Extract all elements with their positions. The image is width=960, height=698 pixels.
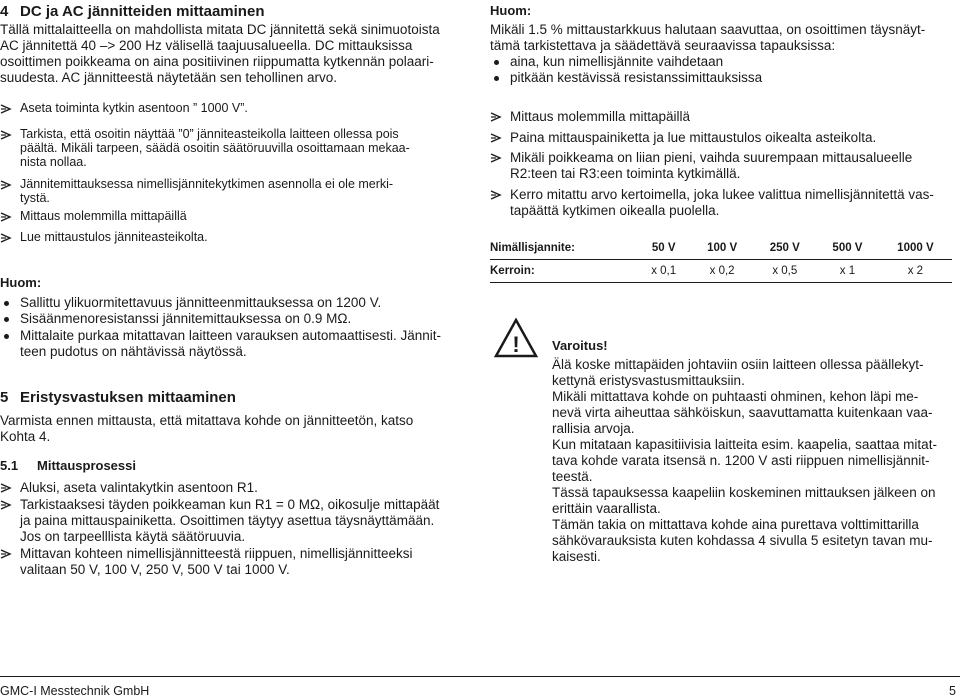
section-5-1-heading: 5.1 Mittausprosessi [0,458,136,473]
step-item [0,497,439,545]
factor-cell: x 2 [879,260,952,283]
step-text: päältä. Mikäli tarpeen, säädä osoitin säätöruuvilla osoittamaan mekaa- [20,141,410,155]
arrow-bullet-icon [0,179,12,191]
voltage-cell: 250 V [753,237,816,260]
step-item [0,546,412,578]
text-line: Mikäli 1.5 % mittaustarkkuus halutaan saavuttaa, on osoittimen täysnäyt- [490,22,926,37]
voltage-cell: 1000 V [879,237,952,260]
step-item [490,130,876,146]
step-text: Mittaus molemmilla mittapäillä [20,209,187,223]
section-5-heading: 5 Eristysvastuksen mittaaminen [0,389,236,406]
text-line: Kohta 4. [0,429,51,444]
text-line: Kun mitataan kapasitiivisia laitteita esim. kaapelia, saattaa mitat- [552,437,937,452]
step-text: valitaan 50 V, 100 V, 250 V, 500 V tai 1000 V. [20,562,290,577]
bullet-text: teen pudotus on nähtävissä näytössä. [20,344,247,359]
step-text: Kerro mitattu arvo kertoimella, joka lukee valittua nimellisjännitettä vas- [510,187,934,202]
step-text: Jos on tarpeelllista käytä säätöruuvia. [20,529,246,544]
footer-divider [0,676,960,677]
step-item [490,187,934,219]
arrow-bullet-icon [0,103,12,115]
arrow-bullet-icon [490,132,502,144]
text-line: tava kohde varata itsensä n. 1200 V asti riippuen nimellisjännit- [552,453,930,468]
text-line: Mikäli mittattava kohde on puhtaasti ohminen, kehon läpi me- [552,389,919,404]
factor-cell: x 0,5 [753,260,816,283]
step-text: Aluksi, aseta valintakytkin asentoon R1. [20,480,258,495]
text-line: Tällä mittalaitteella on mahdollista mitata DC jännitettä sekä sinimuotoista [0,22,440,37]
step-text: nista nollaa. [20,155,87,169]
factor-row [490,260,952,283]
arrow-bullet-icon [490,152,502,164]
bullet-item [0,328,441,360]
arrow-bullet-icon [0,548,12,560]
multiplier-table [490,237,952,283]
page-number: 5 [949,684,956,698]
step-item [0,480,258,496]
text-line: osoittimen poikkeama on aina positiivinen riippumatta kytkennän polaari- [0,54,434,69]
bullet-text: pitkään kestävissä resistanssimittauksissa [510,70,763,85]
step-item [490,150,912,182]
step-item [0,101,248,115]
bullet-text: Sallittu ylikuormitettavuus jännitteenmittauksessa on 1200 V. [20,295,382,310]
step-text: R2:teen tai R3:een toiminta kytkimällä. [510,166,741,181]
step-item [0,230,208,244]
footer-company: GMC-I Messtechnik GmbH [0,684,150,698]
factor-row-label: Kerroin: [490,260,637,283]
arrow-bullet-icon [0,482,12,494]
svg-text:!: ! [512,332,520,357]
step-item [0,127,410,169]
step-text: Mittavan kohteen nimellisjännitteestä riippuen, nimellisjännitteeksi [20,546,413,561]
arrow-bullet-icon [0,232,12,244]
warning-title: Varoitus! [552,338,608,353]
step-text: Lue mittaustulos jänniteasteikolta. [20,230,208,244]
arrow-bullet-icon [0,211,12,223]
step-text: Tarkista, että osoitin näyttää ”0” jänniteasteikolla laitteen ollessa pois [20,127,399,141]
voltage-row [490,237,952,260]
voltage-row-label: Nimällisjannite: [490,237,637,260]
arrow-bullet-icon [490,189,502,201]
voltage-cell: 50 V [637,237,691,260]
text-line: nevä virta aiheuttaa sähköiskun, saavuttamatta kuitenkaan vaa- [552,405,933,420]
factor-cell: x 1 [816,260,879,283]
bullet-text: aina, kun nimellisjännite vaihdetaan [510,54,724,69]
factor-cell: x 0,1 [637,260,691,283]
step-text: Jännitemittauksessa nimellisjännitekytkimen asennolla ei ole merki- [20,177,394,191]
voltage-cell: 500 V [816,237,879,260]
text-line: sähkövarauksista kuten kohdassa 4 sivulla 5 esitetyn tavan mu- [552,533,933,548]
step-item [0,209,187,223]
factor-cell: x 0,2 [691,260,754,283]
warning-triangle-icon [494,318,538,363]
text-line: erittäin vaarallista. [552,501,661,516]
text-line: kettynä eristysvastusmittauksiin. [552,373,745,388]
bullet-item [0,311,351,327]
bullet-text: Sisäänmenoresistanssi jännitemittauksessa on 0.9 MΩ. [20,311,352,326]
step-text: tapäättä kytkimen oikealla puolella. [510,203,720,218]
text-line: rallisia arvoja. [552,421,635,436]
text-line: kaisesti. [552,549,601,564]
right-note-title: Huom: [490,3,532,18]
text-line: Tämän takia on mittattava kohde aina purettava volttimittarilla [552,517,919,532]
step-text: tystä. [20,191,50,205]
bullet-item [490,54,723,70]
step-item [0,177,393,205]
text-line: Älä koske mittapäiden johtaviin osiin laitteen ollessa päällekyt- [552,357,924,372]
text-line: AC jännitettä 40 –> 200 Hz välisellä taajuusalueella. DC mittauksissa [0,38,413,53]
step-text: Tarkistaaksesi täyden poikkeaman kun R1 = 0 MΩ, oikosulje mittapäät [20,497,440,512]
step-text: ja paina mittauspainiketta. Osoittimen täytyy asettua täysnäyttämään. [20,513,435,528]
step-text: Mikäli poikkeama on liian pieni, vaihda suurempaan mittausalueelle [510,150,913,165]
section-4-note-title: Huom: [0,275,42,290]
text-line: Tässä tapauksessa kaapeliin koskeminen mittauksen jälkeen on [552,485,936,500]
voltage-cell: 100 V [691,237,754,260]
step-item [490,109,690,125]
text-line: teestä. [552,469,593,484]
step-text: Aseta toiminta kytkin asentoon ” 1000 V”. [20,101,248,115]
bullet-item [0,295,381,311]
step-text: Mittaus molemmilla mittapäillä [510,109,691,124]
text-line: tämä tarkistettava ja säädettävä seuraavissa tapauksissa: [490,38,836,53]
text-line: suudesta. AC jännitteestä näytetään sen tehollinen arvo. [0,70,337,85]
bullet-item [490,70,762,86]
arrow-bullet-icon [490,111,502,123]
section-4-heading: 4 DC ja AC jännitteiden mittaaminen [0,3,265,20]
arrow-bullet-icon [0,129,12,141]
arrow-bullet-icon [0,499,12,511]
text-line: Varmista ennen mittausta, että mitattava kohde on jännitteetön, katso [0,413,414,428]
step-text: Paina mittauspainiketta ja lue mittaustulos oikealta asteikolta. [510,130,877,145]
bullet-text: Mittalaite purkaa mitattavan laitteen varauksen automaattisesti. Jännit- [20,328,441,343]
